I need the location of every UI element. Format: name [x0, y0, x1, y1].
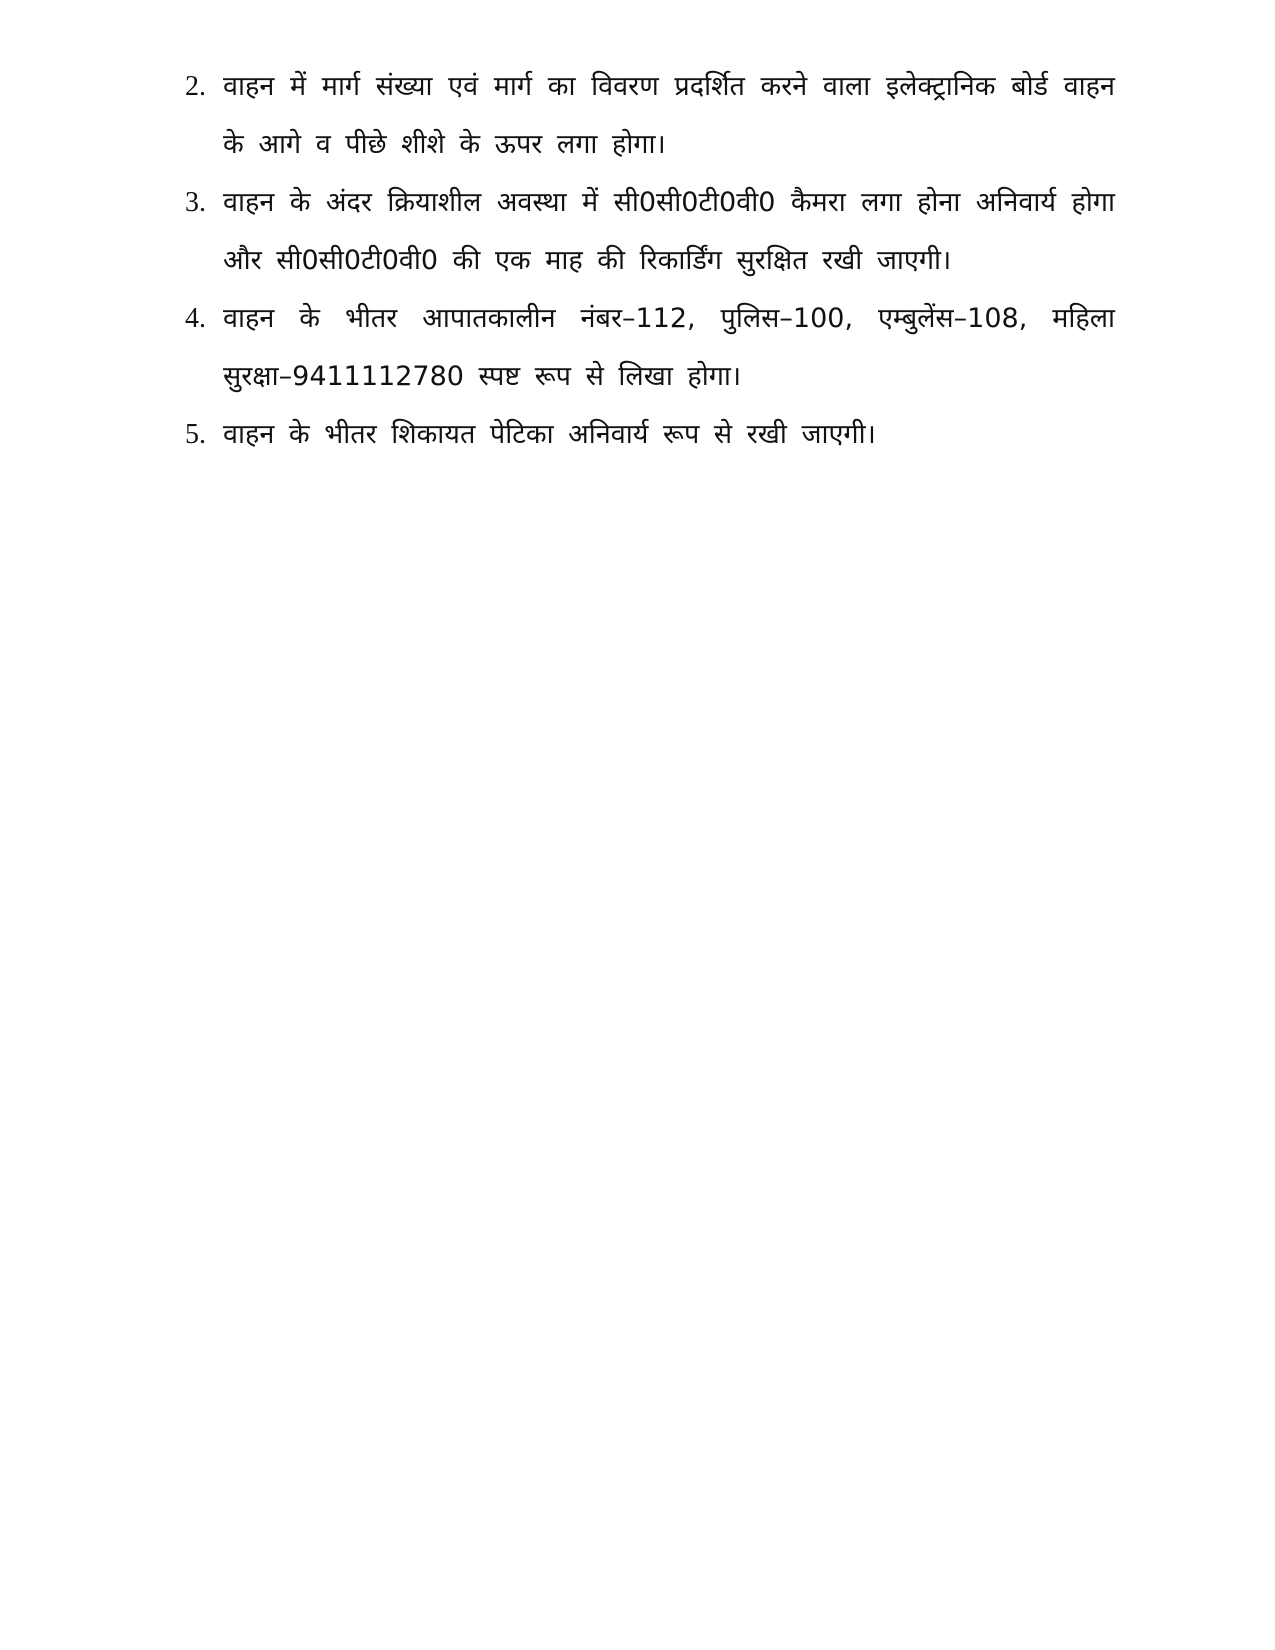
list-item-number: 5. [185, 419, 206, 450]
numbered-list [185, 58, 1115, 464]
list-item-text: वाहन में मार्ग संख्या एवं मार्ग का विवरण प्रदर्शित करने वाला इलेक्ट्रानिक बोर्ड वाहन के आगे व पीछे शीशे के ऊपर लगा होगा। [223, 71, 1115, 160]
list-item-text: वाहन के भीतर आपातकालीन नंबर–112, पुलिस–100, एम्बुलेंस–108, महिला सुरक्षा–9411112780 स्पष्ट रूप से लिखा होगा। [223, 303, 1115, 392]
list-item-text: वाहन के भीतर शिकायत पेटिका अनिवार्य रूप से रखी जाएगी। [223, 419, 876, 450]
list-item-5 [185, 406, 1115, 464]
list-item-number: 3. [185, 187, 206, 218]
list-item-2 [185, 58, 1115, 174]
list-item-3 [185, 174, 1115, 290]
list-item-4 [185, 290, 1115, 406]
list-item-number: 4. [185, 303, 206, 334]
list-item-text: वाहन के अंदर क्रियाशील अवस्था में सी0सी0टी0वी0 कैमरा लगा होना अनिवार्य होगा और सी0सी0टी0वी0 की एक माह की रिकार्डिंग सुरक्षित रखी जाएगी। [223, 187, 1115, 276]
list-item-number: 2. [185, 71, 206, 102]
